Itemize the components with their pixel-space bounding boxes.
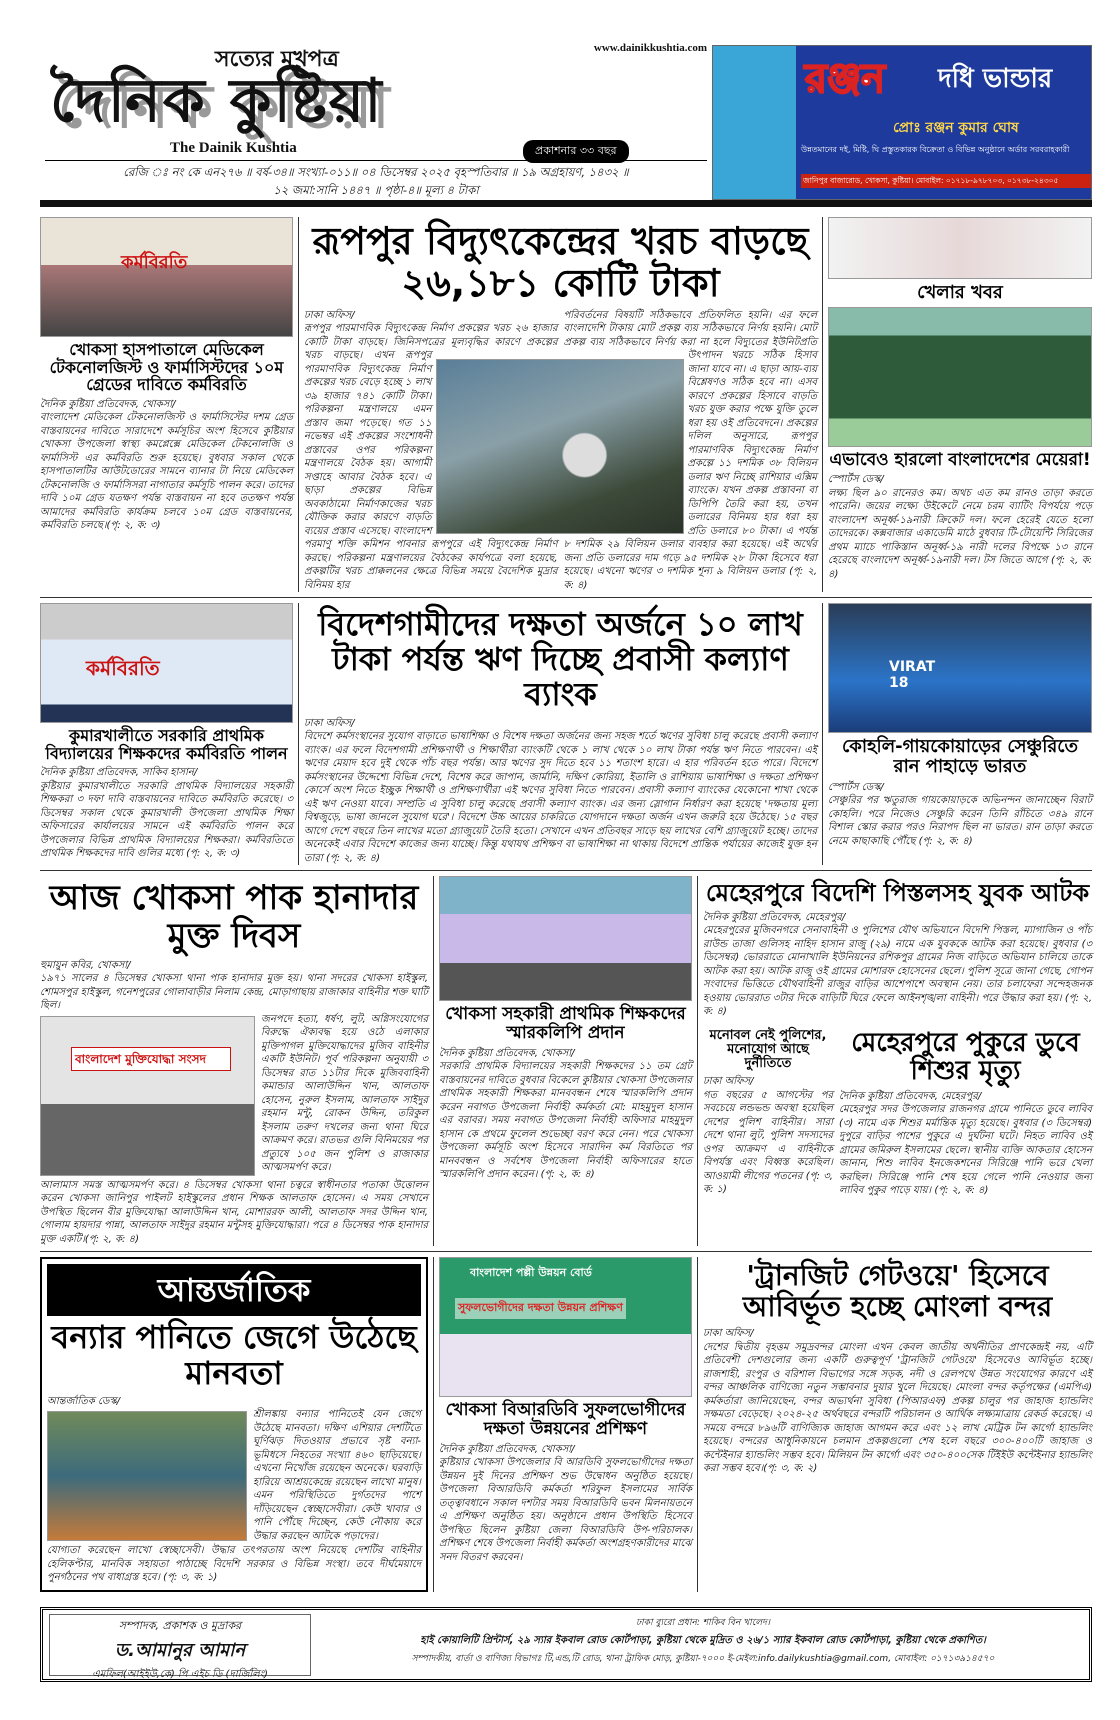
flood-body: শ্রীলঙ্কায় বন্যার পানিতেই যেন জেগে উঠেছে মানবতা। দক্ষিণ এশিয়ার দেশটিতে ঘূর্ণিঝড় দিতওয়ার প্রভাবে সৃষ্ট বন্যা-ভূমিধসে নিহতের সংখ্যা ৪৬০ ছাড়িয়েছে। এখনো নিখোঁজ রয়েছেন অনেকে। ঘরবাড়ি হারিয়ে আশ্রয়কেন্দ্রে রয়েছেন লাখো মানুষ। এমন পরিস্থিতিতে দুর্গতদের পাশে দাঁড়িয়েছেন স্বেচ্ছাসেবীরা। কেউ খাবার ও পানি পৌঁছে দিচ্ছেন, কেউ নৌকায় করে উদ্ধার করছেন আটকে পড়াদের।	[253, 1409, 421, 1542]
mongla-story	[703, 1327, 1092, 1476]
women-cricket-body: লক্ষ্য ছিল ৯০ রানেরও কম। অথচ এত কম রানও তাড়া করতে পারেনি। জয়ের লক্ষ্যে উইকেটে নেমে চরম ব্যাটিং বিপর্যয়ে পড়ে বাংলাদেশ অনূর্ধ্ব-১৯নারী ক্রিকেট দল। ফলে হেরেই যেতে হলো তাদেরকে। কক্সবাজার একাডেমি মাঠে বুধবার টি-টোয়েন্টি সিরিজের প্রথম ম্যাচে পাকিস্তান অনূর্ধ্ব-১৯ নারী দলের বিপক্ষে ১৩ রানে হেরেছে বাংলাদেশ অনূর্ধ্ব-১৯নারী দল। টস জিতে আগে (পৃ: ২, ক: ৪)	[828, 487, 1092, 580]
kumarkhali-byline: দৈনিক কুষ্টিয়া প্রতিবেদক, সাকিব হাসান/	[40, 767, 198, 779]
dateline-1: রেজি ঃ নং কে এন২৭৬ ॥ বর্ষ-৩৪॥ সংখ্যা-০১১॥ ০৪ ডিসেম্বর ২০২৫ বৃহস্পতিবার ॥ ১৯ অগ্রহায়ণ, ১৪৩২ ॥	[123, 165, 629, 179]
kohli-byline: স্পোর্টস ডেস্ক/	[828, 781, 884, 793]
printer-line: হাই কোয়ালিটি প্রিন্টার্স, ২৯ স্যার ইকবাল রোড কোর্টপাড়া, কুষ্টিয়া থেকে মুদ্রিত ও ২৬/১ স্যার ইকবাল রোড কোর্টপাড়া, কুষ্টিয়া থেকে প্রকাশিত।	[420, 1634, 986, 1646]
probashi-story	[304, 717, 817, 866]
kumarkhali-headline[interactable]: কুমারখালীতে সরকারি প্রাথমিক বিদ্যালয়ের শিক্ষকদের কর্মবিরতি পালন	[45, 726, 288, 763]
sports-column	[822, 217, 1092, 592]
khoksa-free-headline[interactable]: আজ খোকসা পাক হানাদার মুক্ত দিবস	[49, 878, 419, 956]
news-columns	[40, 0, 1092, 1682]
meherpur-pistol-body: মেহেরপুরের মুজিবনগরে সেনাবাহিনী ও পুলিশের যৌথ অভিযানে বিদেশি পিস্তল, ম্যাগাজিন ও পাঁচ রাউন্ড তাজা গুলিসহ নাহিদ হাসান রাজু (২৯) নামে এক যুবককে আটক করা হয়েছে। বুধবার (৩ ডিসেম্বর) ভোররাতে মোনাখালি ইউনিয়নের রশিকপুর গ্রামের নিজ বাড়িতে অভিযান চালিয়ে তাকে আটক করা হয়। আটক রাজু ওই গ্রামের মোশারফ হোসেনের ছেলে। পুলিশ সূত্রে জানা গেছে, গোপন সংবাদের ভিত্তিতে যৌথবাহিনী রাজুর বাড়ির আশেপাশে অবস্থান নেয়। তার চলাফেরা সন্দেহজনক হওয়ায় ভোররাত ৩টার দিকে বাড়িটি ঘিরে ফেলে আইনশৃঙ্খলা বাহিনী। পরে উদ্ধার করা হয়। (পৃ: ২, ক: ৪)	[703, 925, 1092, 1018]
meherpur-sub-row	[703, 1025, 1092, 1198]
flood-story	[47, 1395, 421, 1585]
rooppur-column	[298, 217, 822, 592]
rooppur-headline[interactable]: রূপপুর বিদ্যুৎকেন্দ্রের খরচ বাড়ছে ২৬,১৮১ কোটি টাকা	[312, 219, 809, 305]
meherpur-pistol-headline[interactable]: মেহেরপুরে বিদেশি পিস্তলসহ যুবক আটক	[705, 879, 1090, 908]
kohli-story	[828, 781, 1092, 849]
kohli-body: সেঞ্চুরির পর ঋতুরাজ গায়কোয়াড়কে অভিনন্দন জানাচ্ছেন বিরাট কোহলি। পরে নিজেও সেঞ্চুরি করেন তিনি রাঁচিতে ৩৪৯ রানে বিশাল স্কোর করার পরও নিরাপদ ছিল না ভারত। রান তাড়া করতে নেমে কাছাকাছি পৌঁছে (পৃ: ২, ক: ৪)	[828, 795, 1092, 847]
police-story	[703, 1075, 833, 1197]
khoksa-free-story	[40, 959, 428, 1247]
masthead-title: দৈনিক কুষ্টিয়া	[50, 66, 384, 136]
kumarkhali-body: কুষ্টিয়ার কুমারখালীতে সরকারি প্রাথমিক বিদ্যালয়ের সহকারী শিক্ষকরা ৩ দফা দাবি বাস্তবায়নের দাবিতে কর্মবিরতি করেছে। ৩ ডিসেম্বর সকাল থেকে কুমারখালী উপজেলা প্রাথমিক শিক্ষা অফিসারের কার্যালয়ের সামনে এই কর্মবিরতি পালন করে উপজেলার বিভিন্ন প্রাথমিক বিদ্যালয়ের শিক্ষকরা। কর্মবিরতিতে প্রাথমিক শিক্ষকদের দাবি গুলির মধ্যে (পৃ: ২, ক: ৩)	[40, 780, 293, 860]
teachers-memo-headline[interactable]: খোকসা সহকারী প্রাথমিক শিক্ষকদের স্মারকলিপি প্রদান	[445, 1004, 686, 1043]
row-4	[40, 1252, 1092, 1596]
masthead-english-title: The Dainik Kushtia	[170, 140, 297, 156]
sports-section-label: খেলার খবর	[917, 282, 1003, 303]
muktijoddha-sangsad-photo	[40, 1016, 255, 1176]
flood-headline[interactable]: বন্যার পানিতে জেগে উঠেছে মানবতা	[51, 1318, 417, 1392]
flood-relief-photo	[47, 1411, 247, 1541]
brdb-body: কুষ্টিয়ার খোকসা উপজেলার বি আরডিবি সুফলভোগীদের দক্ষতা উন্নয়ন দুই দিনের প্রশিক্ষণ শুভ উদ্বোধন অনুষ্ঠিত হয়েছে। উপজেলা বিআরডিবি কর্মকর্তা শরিফুল ইসলামের সার্বিক তত্ত্বাবধানে সকাল দশটার সময় বিআরডিবি ভবন মিলনায়তনে এ প্রশিক্ষণ অনুষ্ঠিত হয়। অনুষ্ঠানে প্রধান উপস্থিতি হিসেবে উপস্থিত ছিলেন কুষ্টিয়া জেলা বিআরডিবি উপ-পরিচালক। প্রশিক্ষণ শেষে উপজেলা নির্বাহী কর্মকর্তা অংশগ্রহণকারীদের মাঝে সনদ বিতরণ করবেন।	[439, 1457, 692, 1563]
sports-header-photo	[828, 217, 1092, 279]
mongla-headline[interactable]: 'ট্রানজিট গেটওয়ে' হিসেবে আবির্ভূত হচ্ছে মোংলা বন্দর	[742, 1259, 1053, 1324]
mongla-byline: ঢাকা অফিস/	[703, 1328, 754, 1340]
imprint-text	[318, 1614, 1088, 1668]
international-box	[40, 1257, 428, 1591]
ad-description: উন্নতমানের দই, মিষ্টি, ঘি প্রস্তুতকারক বিক্রেতা ও বিভিন্ন অনুষ্ঠানে অর্ডার সরবরাহকারী	[801, 145, 1070, 154]
hospital-photo	[40, 217, 293, 337]
police-story-block	[703, 1025, 833, 1198]
brdb-byline: দৈনিক কুষ্টিয়া প্রতিবেদক, খোকসা/	[439, 1443, 575, 1455]
mongla-body: দেশের দ্বিতীয় বৃহত্তম সমুদ্রবন্দর মোংলা এখন কেবল জাতীয় অর্থনীতির প্রাণকেন্দ্রই নয়, এটি প্রতিবেশী দেশগুলোর জন্য একটি গুরুত্বপূর্ণ 'ট্রানজিট গেটওয়ে' হিসেবেও আবির্ভূত হচ্ছে। রাজশাহী, রংপুর ও বরিশাল বিভাগের সঙ্গে সড়ক, নদী ও রেলপথে উন্নত সংযোগের কারণে এই বন্দর আঞ্চলিক বাণিজ্যে নতুন সম্ভাবনার দুয়ার খুলে দিয়েছে। মোংলা বন্দর কর্তৃপক্ষের (এমপিএ) কর্মকর্তারা জানিয়েছেন, বন্দর অভ্যর্থনা সুবিধা (পিআরএফ) প্রকল্প চালুর পর জাহাজ হ্যান্ডলিং সক্ষমতা বেড়েছে। ২০২৪-২৫ অর্থবছরে বন্দরটি পরিচালন ও আর্থিক লক্ষ্যমাত্রায় রেকর্ড করেছে। এ সময়ে বন্দরে ৮৯৬টি বাণিজ্যিক জাহাজ আগমন করে এবং ১২ লাখ মেট্রিক টন কার্গো হ্যান্ডলিং হয়েছে। বন্দরের আধুনিকায়নে চলমান প্রকল্পগুলো শেষ হলে বছরে ৩০০-৪০০টি জাহাজ ও কন্টেইনার হ্যান্ডলিং সম্ভব হবে। মিলিয়ন টন কার্গো এবং ৩৫০-৪০০সেক টিইইউ কন্টেইনার হ্যান্ডলিং করা সম্ভব হবে।(পৃ: ৩, ক: ২)	[703, 1341, 1092, 1475]
editor-box	[49, 1614, 311, 1680]
rooppur-body-left: রূপপুর পারমাণবিক বিদ্যুৎকেন্দ্র নির্মাণ প্রকল্পের খরচ ২৬ হাজার কোটি টাকা বাড়ছে। জিনিসপত্রের মূল্যবৃদ্ধির কারণে প্রকল্পের খরচ বাড়ছে। এখন রূপপুর পারমাণবিক বিদ্যুৎকেন্দ্র নির্মাণ প্রকল্পের খরচ বেড়ে হচ্ছে ১ লাখ ৩৯ হাজার ৭৪১ কোটি টাকা। পরিকল্পনা মন্ত্রণালয়ে এমন প্রস্তাব জমা পড়েছে। গত ১১ নভেম্বর এই প্রকল্পের সংশোধনী প্রস্তাবের ওপর পরিকল্পনা মন্ত্রণালয়ে বৈঠক হয়। আগামী সপ্তাহে আবার বৈঠক হবে। এ ছাড়া প্রকল্পের বিভিন্ন অবকাঠামো নির্মাণকাজের খরচ যৌক্তিক করার কারণে বাড়তি ব্যয়ের প্রস্তাব এসেছে। বাংলাদেশ পরমাণু শক্তি কমিশন পাবনার রূপপুরে এই বিদ্যুৎকেন্দ্র নির্মাণ করছে। পরিকল্পনা মন্ত্রণালয়ের বৈঠকের কার্যপত্রে বলা হয়েছে, প্রকল্পটির খরচ প্রাক্কলনের ক্ষেত্রে বিভিন্ন সময়ে বৈদেশিক মুদ্রার বিনিময় হার	[304, 323, 558, 591]
office-contact-line[interactable]: সম্পাদকীয়, বার্তা ও বাণিজ্য বিভাগঃ টি,এন্ড,টি রোড, থানা ট্রাফিক মোড়, কুষ্টিয়া-৭০০০ ই-মেইল:info.dailykushtia@gmail.com, মোবাইল: ০১৭১৩৯১৪৫৭০	[411, 1653, 995, 1664]
imprint-footer	[40, 1607, 1092, 1682]
flood-byline: আন্তর্জাতিক ডেস্ক/	[47, 1395, 120, 1407]
kumarkhali-photo-banner: কর্মবিরতি	[86, 656, 160, 681]
khoksa-free-body-side: জনপদে হত্যা, ধর্ষণ, লুট, অগ্নিসংযোগের বিরুদ্ধে ঐক্যবদ্ধ হয়ে ওঠে এলাকার মুক্তিপাগল মুক্তিযোদ্ধাদের মুজিব বাহিনীর একটি ইউনিট। পূর্ব পরিকল্পনা অনুযায়ী ৩ ডিসেম্বর রাত ১১টার দিকে মুজিববাহিনী কমান্ডার আলাউদ্দিন খান, আলতাফ হোসেন, নুরুল ইসলাম, আলতাফ সাইদুর রহমান মন্টু, রোকন উদ্দিন, তরিকুল ইসলাম তরুণ দখলের জন্য থানা ঘিরে আক্রমণ করে। রাতভর গুলি বিনিময়ের পর প্রত্যুষে ১০৫ জন পুলিশ ও রাজাকার আত্মসমর্পণ করে।	[261, 1013, 428, 1174]
probashi-byline: ঢাকা অফিস/	[304, 717, 355, 729]
khoksa-free-column	[40, 876, 433, 1246]
kumarkhali-column	[40, 603, 298, 865]
khoksa-free-body-bottom: আলামাস সমস্ত আত্মসমর্পণ করে। ৪ ডিসেম্বর খোকসা থানা চত্বরে স্বাধীনতার পতাকা উত্তোলন করেন খোকসা জানিপুর পাইলট হাইস্কুলের প্রধান শিক্ষক আলতাফ হোসেন। এ সময় সেখানে উপস্থিত ছিলেন বীর মুক্তিযোদ্ধা আলাউদ্দিন খান, মোশাররফ আলী, আলতাফ সদর উদ্দিন খান, গোলাম হায়দার পান্না, আলতাফ সাইদুর রহমান মন্টুসহ মুক্তিযোদ্ধারা। পরে ৪ ডিসেম্বর পাক হানাদার মুক্ত একটি।(পৃ: ২, ক: ৪)	[40, 1179, 428, 1245]
brdb-story	[439, 1443, 692, 1565]
teachers-memo-byline: দৈনিক কুষ্টিয়া প্রতিবেদক, খোকসা/	[439, 1047, 575, 1059]
row-1	[40, 212, 1092, 598]
row-2	[40, 598, 1092, 871]
row-3	[40, 871, 1092, 1252]
khoksa-free-byline: হুমায়ুন কবির, খোকসা/	[40, 959, 131, 971]
police-body: গত বছরের ৫ আগস্টের পর সবচেয়ে লন্ডভন্ড অবস্থা হয়েছিল দেশের পুলিশ বাহিনীর। সারা দেশে থানা লুট, পুলিশ সদস্যদের ওপর আক্রমণ এ বাহিনীকে বিপর্যস্ত এবং বিধ্বস্ত করেছিল। আওয়ামী লীগের পতনের (পৃ: ৩, ক: ১)	[703, 1089, 833, 1196]
website-link[interactable]: www.dainikkushtia.com	[593, 42, 707, 54]
international-section-label: আন্তর্জাতিক	[47, 1264, 421, 1316]
teachers-memo-photo	[439, 876, 692, 1001]
ad-owner: প্রোঃ রঞ্জন কুমার ঘোষ	[893, 120, 1019, 136]
ad-subtitle: দধি ভান্ডার	[938, 64, 1053, 94]
editor-label: সম্পাদক, প্রকাশক ও মুদ্রাকর	[118, 1618, 242, 1632]
publication-year-badge: প্রকাশনার ৩৩ বছর	[523, 140, 629, 163]
rooppur-plant-photo	[436, 359, 684, 534]
dateline-2: ১২ জমা:সানি ১৪৪৭ ॥ পৃষ্ঠা-৪॥ মূল্য ৪ টাকা	[273, 183, 479, 197]
teachers-memo-story	[439, 1047, 692, 1182]
khoksa-free-body-top: ১৯৭১ সালের ৪ ডিসেম্বর খোকসা থানা পাক হানাদার মুক্ত হয়। থানা সদরের খোকসা হাইস্কুল, শোমসপুর হাইস্কুল, গনেশপুরের গোলাবাড়ীর নিলাম কেন্দ্র, মোড়াগাছায় রাজাকার বাহিনীর শক্ত ঘাটি ছিল।	[40, 973, 428, 1012]
teachers-memo-body: সরকারি প্রাথমিক বিদ্যালয়ের সহকারী শিক্ষকদের ১১ তম গ্রেট বাস্তবায়নের দাবিতে বুধবার বিকেলে কুষ্টিয়ার খোকসা উপজেলার প্রাথমিক সহকারী শিক্ষকরা মানববন্ধন শেষে স্মারকলিপি প্রদান করেন নবাগত উপজেলা নির্বাহী কর্মকর্তা মো: মাহমুদুল হাসান এর বরাবর। সময় নবাগত উপজেলা নির্বাহী অফিসার মাহমুদুল হাসান কে প্রথমে ফুলেল শুভেচ্ছা বরণ করে নেন। পরে খোকসা উপজেলা কর্মসূচি অংশ হিসেবে সারাদিন কর্ম বিরতিতে পর মানববন্ধন ও সর্বশেষ উপজেলা নির্বাহী অফিসারের হাতে স্মারকলিপি প্রদান করেন। (পৃ: ২, ক: ৪)	[439, 1061, 692, 1181]
rooppur-story	[304, 309, 817, 593]
ad-name: রঞ্জন	[805, 56, 886, 102]
police-byline: ঢাকা অফিস/	[703, 1076, 754, 1088]
kohli-photo	[828, 603, 1092, 733]
pond-body: মেহেরপুর সদর উপজেলার রাজনগর গ্রামে পানিতে ডুবে লাবিব (৩) নামে এক শিশুর মর্মান্তিক মৃত্যু হয়েছে। বুধবার (৩ ডিসেম্বর) দুপুরে বাড়ির পাশের পুকুরে এ দুর্ঘটনা ঘটে। নিহত লাবিব ওই গ্রামের জমিরুল ইসলামের ছেলে। স্থানীয় ব্যক্তি আকতার হোসেন জানান, শিশু লাবিব ইনজেকশনের সিরিঞ্জে পানি ভরে খেলা করছিল। সিরিঞ্জে পানি শেষ হয়ে গেলে পানি নেওয়ার জন্য লাবিব পুকুর পাড়ে যায়। (পৃ: ২, ক: ৪)	[839, 1104, 1092, 1197]
kumarkhali-story	[40, 766, 293, 861]
editor-degree: এমফিল(আইইউ,কে) পি এইচ ডি (দার্জিলিং)	[92, 1668, 268, 1680]
masthead-tagline: সত্যের মুখপত্র	[215, 47, 339, 72]
rooppur-byline: ঢাকা অফিস/	[304, 309, 355, 321]
muktijoddha-sign-text: বাংলাদেশ মুক্তিযোদ্ধা সংসদ	[71, 1047, 231, 1071]
meherpur-pistol-byline: দৈনিক কুষ্টিয়া প্রতিবেদক, মেহেরপুর/	[703, 911, 846, 923]
brdb-training-photo	[439, 1257, 692, 1397]
probashi-headline[interactable]: বিদেশগামীদের দক্ষতা অর্জনে ১০ লাখ টাকা পর্যন্ত ঋণ দিচ্ছে প্রবাসী কল্যাণ ব্যাংক	[318, 605, 803, 714]
pond-headline[interactable]: মেহেরপুরে পুকুরে ডুবে শিশুর মৃত্যু	[851, 1027, 1080, 1087]
women-cricket-story	[828, 473, 1092, 581]
police-headline[interactable]: মনোবল নেই পুলিশের, মনোযোগ আছে দুর্নীতিতে	[709, 1027, 827, 1072]
rooppur-body-right: পরিবর্তনের বিষয়টি সঠিকভাবে প্রতিফলিত হয়নি। এর ফলে বাংলাদেশি টাকায় মোট প্রকল্প ব্যয় সঠিকভাবে নির্ণয় হয়নি। মোট প্রকল্প ব্যয় সঠিকভাবে নির্ণয় করা না হলে বিদ্যুতের ইউনিটপ্রতি উৎপাদন খরচে সঠিক হিসাব জানা যাবে না। এ ছাড়া আয়-ব্যয় বিশ্লেষণও সঠিক হবে না। এসব কারণে প্রকল্পের হিসাবে বাড়তি খরচ যুক্ত করার পক্ষে যুক্তি তুলে ধরা হয় ওই প্রতিবেদনে। প্রকল্পের দলিল অনুসারে, রূপপুর পারমাণবিক বিদ্যুৎকেন্দ্র নির্মাণ প্রকল্পে ১১ দশমিক ৩৮ বিলিয়ন ডলার ঋণ নিচ্ছে রাশিয়ার এক্সিম ব্যাংকে। যখন প্রকল্প প্রস্তাবনা বা ডিপিপি তৈরি করা হয়, তখন ডলারের বিনিময় হার ধরা হয় প্রতি ডলারে ৮০ টাকা। এ পর্যন্ত ৮ দশমিক ২৯ বিলিয়ন ডলার ব্যবহার করা হয়েছে। এই অর্থের জন্য প্রতি ডলারের দাম গড়ে ৯৫ দশমিক ২৮ টাকা হিসেবে ধরা হয়েছে। এখনো ঋণের ৩ দশমিক শূন্য ৯ বিলিয়ন ডলার (পৃ: ২, ক: ৪)	[563, 309, 817, 591]
mongla-column	[697, 1257, 1092, 1591]
brdb-banner-text: বাংলাদেশ পল্লী উন্নয়ন বোর্ড	[470, 1266, 592, 1280]
hospital-body: বাংলাদেশ মেডিকেল টেকনোলজিস্ট ও ফার্মাসিস্টের দশম গ্রেড বাস্তবায়নের দাবিতে সারাদেশে কর্মসূচির অংশ হিসেবে কুষ্টিয়ার খোকসা উপজেলা স্বাস্থ্য কমপ্লেক্সে মেডিকেল টেকনোলজি ও ফার্মাসিস্ট এর কর্মবিরতি শুরু হয়েছে। বুধবার সকাল থেকে হাসপাতালটির আউটডোরের সামনে ব্যানার টা নিয়ে মেডিকেল টেকনোলজি ও ফার্মাসিসরা নাগাতার কর্মসূচি পালন করে। তাদের দাবি ১০ম গ্রেড যতক্ষণ পর্যন্ত বাস্তবায়ন না হবে ততক্ষণ পর্যন্ত আমাদের কর্মবিরতি কার্যক্রম চলবে ১০ম গ্রেড বাস্তবায়নের, কর্মবিরতি চলছে।(পৃ: ২, ক: ৩)	[40, 412, 293, 532]
hospital-column	[40, 217, 298, 592]
ad-address: জানিপুর বাজারোড, খোকসা, কুষ্টিয়া। মোবাইল: ০১৭১৮-৯৭৮৭০৩, ০১৭৩৮-২৪৩০৫	[801, 174, 1091, 188]
brdb-headline[interactable]: খোকসা বিআরডিবি সুফলভোগীদের দক্ষতা উন্নয়নের প্রশিক্ষণ	[445, 1400, 686, 1440]
hospital-story	[40, 398, 293, 533]
women-cricket-byline: স্পোর্টস ডেস্ক/	[828, 474, 884, 486]
pond-story-block	[839, 1025, 1092, 1198]
kumarkhali-photo	[40, 603, 293, 723]
meherpur-pistol-story	[703, 911, 1092, 1019]
hospital-byline: দৈনিক কুষ্টিয়া প্রতিবেদক, খোকসা/	[40, 398, 176, 410]
pond-story	[839, 1090, 1092, 1198]
brdb-banner-text-2: সুফলভোগীদের দক্ষতা উন্নয়ন প্রশিক্ষণ	[455, 1298, 626, 1319]
probashi-column	[298, 603, 822, 865]
bureau-chief: ঢাকা ব্যুরো প্রধান: শাকিব বিন খালেদ।	[635, 1617, 771, 1628]
flood-body-bottom: যোগ্যতা করেছেন লাখো স্বেচ্ছাসেবী। উদ্ধার তৎপরতায় অংশ নিয়েছে দেশটির বাহিনীর হেলিকপ্টার, মানবিক সহায়তা পাঠাচ্ছে বিদেশি সরকার ও বিভিন্ন সংস্থা। তবে দীর্ঘমেয়াদে পুনর্গঠনের পথ বাধাগ্রস্ত হবে। (পৃ: ৩, ক: ১)	[47, 1545, 421, 1584]
teachers-memo-column	[433, 876, 697, 1246]
international-column	[40, 1257, 433, 1591]
brdb-column	[433, 1257, 697, 1591]
hospital-photo-banner: কর্মবিরতি	[121, 252, 188, 273]
meherpur-column	[697, 876, 1092, 1246]
kohli-jersey-text: VIRAT 18	[889, 659, 936, 692]
women-cricket-headline[interactable]: এভাবেও হারলো বাংলাদেশের মেয়েরা!	[829, 449, 1091, 470]
hospital-headline[interactable]: খোকসা হাসপাতালে মেডিকেল টেকনোলজিস্ট ও ফার্মাসিস্টদের ১০ম গ্রেডের দাবিতে কর্মবিরতি	[49, 340, 284, 395]
editor-name: ড.আমানুর আমান	[114, 1639, 246, 1661]
pond-byline: দৈনিক কুষ্টিয়া প্রতিবেদক, মেহেরপুর/	[839, 1090, 982, 1102]
women-cricket-photo	[828, 307, 1092, 447]
kohli-headline[interactable]: কোহলি-গায়কোয়াড়ের সেঞ্চুরিতে রান পাহাড়ে ভারত	[841, 736, 1079, 777]
kohli-column	[822, 603, 1092, 865]
probashi-body: বিদেশে কর্মসংস্থানের সুযোগ বাড়াতে ভাষাশিক্ষা ও বিশেষ দক্ষতা অর্জনের জন্য সহজ শর্তে ঋণের সুবিধা চালু করেছে প্রবাসী কল্যাণ ব্যাংক। এর ফলে বিদেশগামী প্রশিক্ষণার্থী ও শিক্ষার্থীরা ব্যাংকটি থেকে ১ লাখ থেকে ১০ লাখ টাকা পর্যন্ত ঋণ নিতে পারবেন। এই ঋণের মেয়াদ হবে দুই থেকে পাঁচ বছর পর্যন্ত। আর ঋণের সুদ দিতে হবে ১১ শতাংশ হারে। এ হার পরিবর্তন হতে পারে। বিদেশে কর্মসংস্থানের উদ্দেশ্যে বিভিন্ন দেশে, বিশেষ করে জাপান, জার্মানি, দক্ষিণ কোরিয়া, ইতালি ও রাশিয়ায় ভাষাশিক্ষা ও দক্ষতা প্রশিক্ষণ কোর্সে অংশ নিতে ইচ্ছুক শিক্ষার্থী ও প্রশিক্ষণার্থীরা এই ঋণের সুবিধা নিতে পারবেন। প্রবাসী কল্যাণ ব্যাংকের যেকোনো শাখা থেকে এই ঋণ নেওয়া যাবে। সম্প্রতি এ সুবিধা চালু করেছে প্রবাসী কল্যাণ ব্যাংক। এর জন্য স্লোগান নির্ধারণ করা হয়েছে 'দক্ষতায় মূল্য বিশ্বজুড়ে, ভাষা জানলে সুযোগ ঘরে'। বিদেশে উচ্চ আয়ের চাকরিতে যোগদানে দক্ষতা অর্জন এখন জরুরি হয়ে উঠেছে। ১৫ বছর আগে দেশে বছরে তিন লাখের মতো গ্র্যাজুয়েট তৈরি হতো। সেখানে এখন প্রতিবছর সাড়ে ছয় লাখের বেশি গ্র্যাজুয়েট হচ্ছে। তাদের অনেকেই এবার বিদেশে কাজের জন্য যাচ্ছে। কিন্তু যথাযথ প্রশিক্ষণ বা ভাষাশিক্ষা না থাকায় বিদেশে প্রান্তিক পর্যায়ের কাজেই যুক্ত হন তারা (পৃ: ২, ক: ৪)	[304, 731, 817, 864]
